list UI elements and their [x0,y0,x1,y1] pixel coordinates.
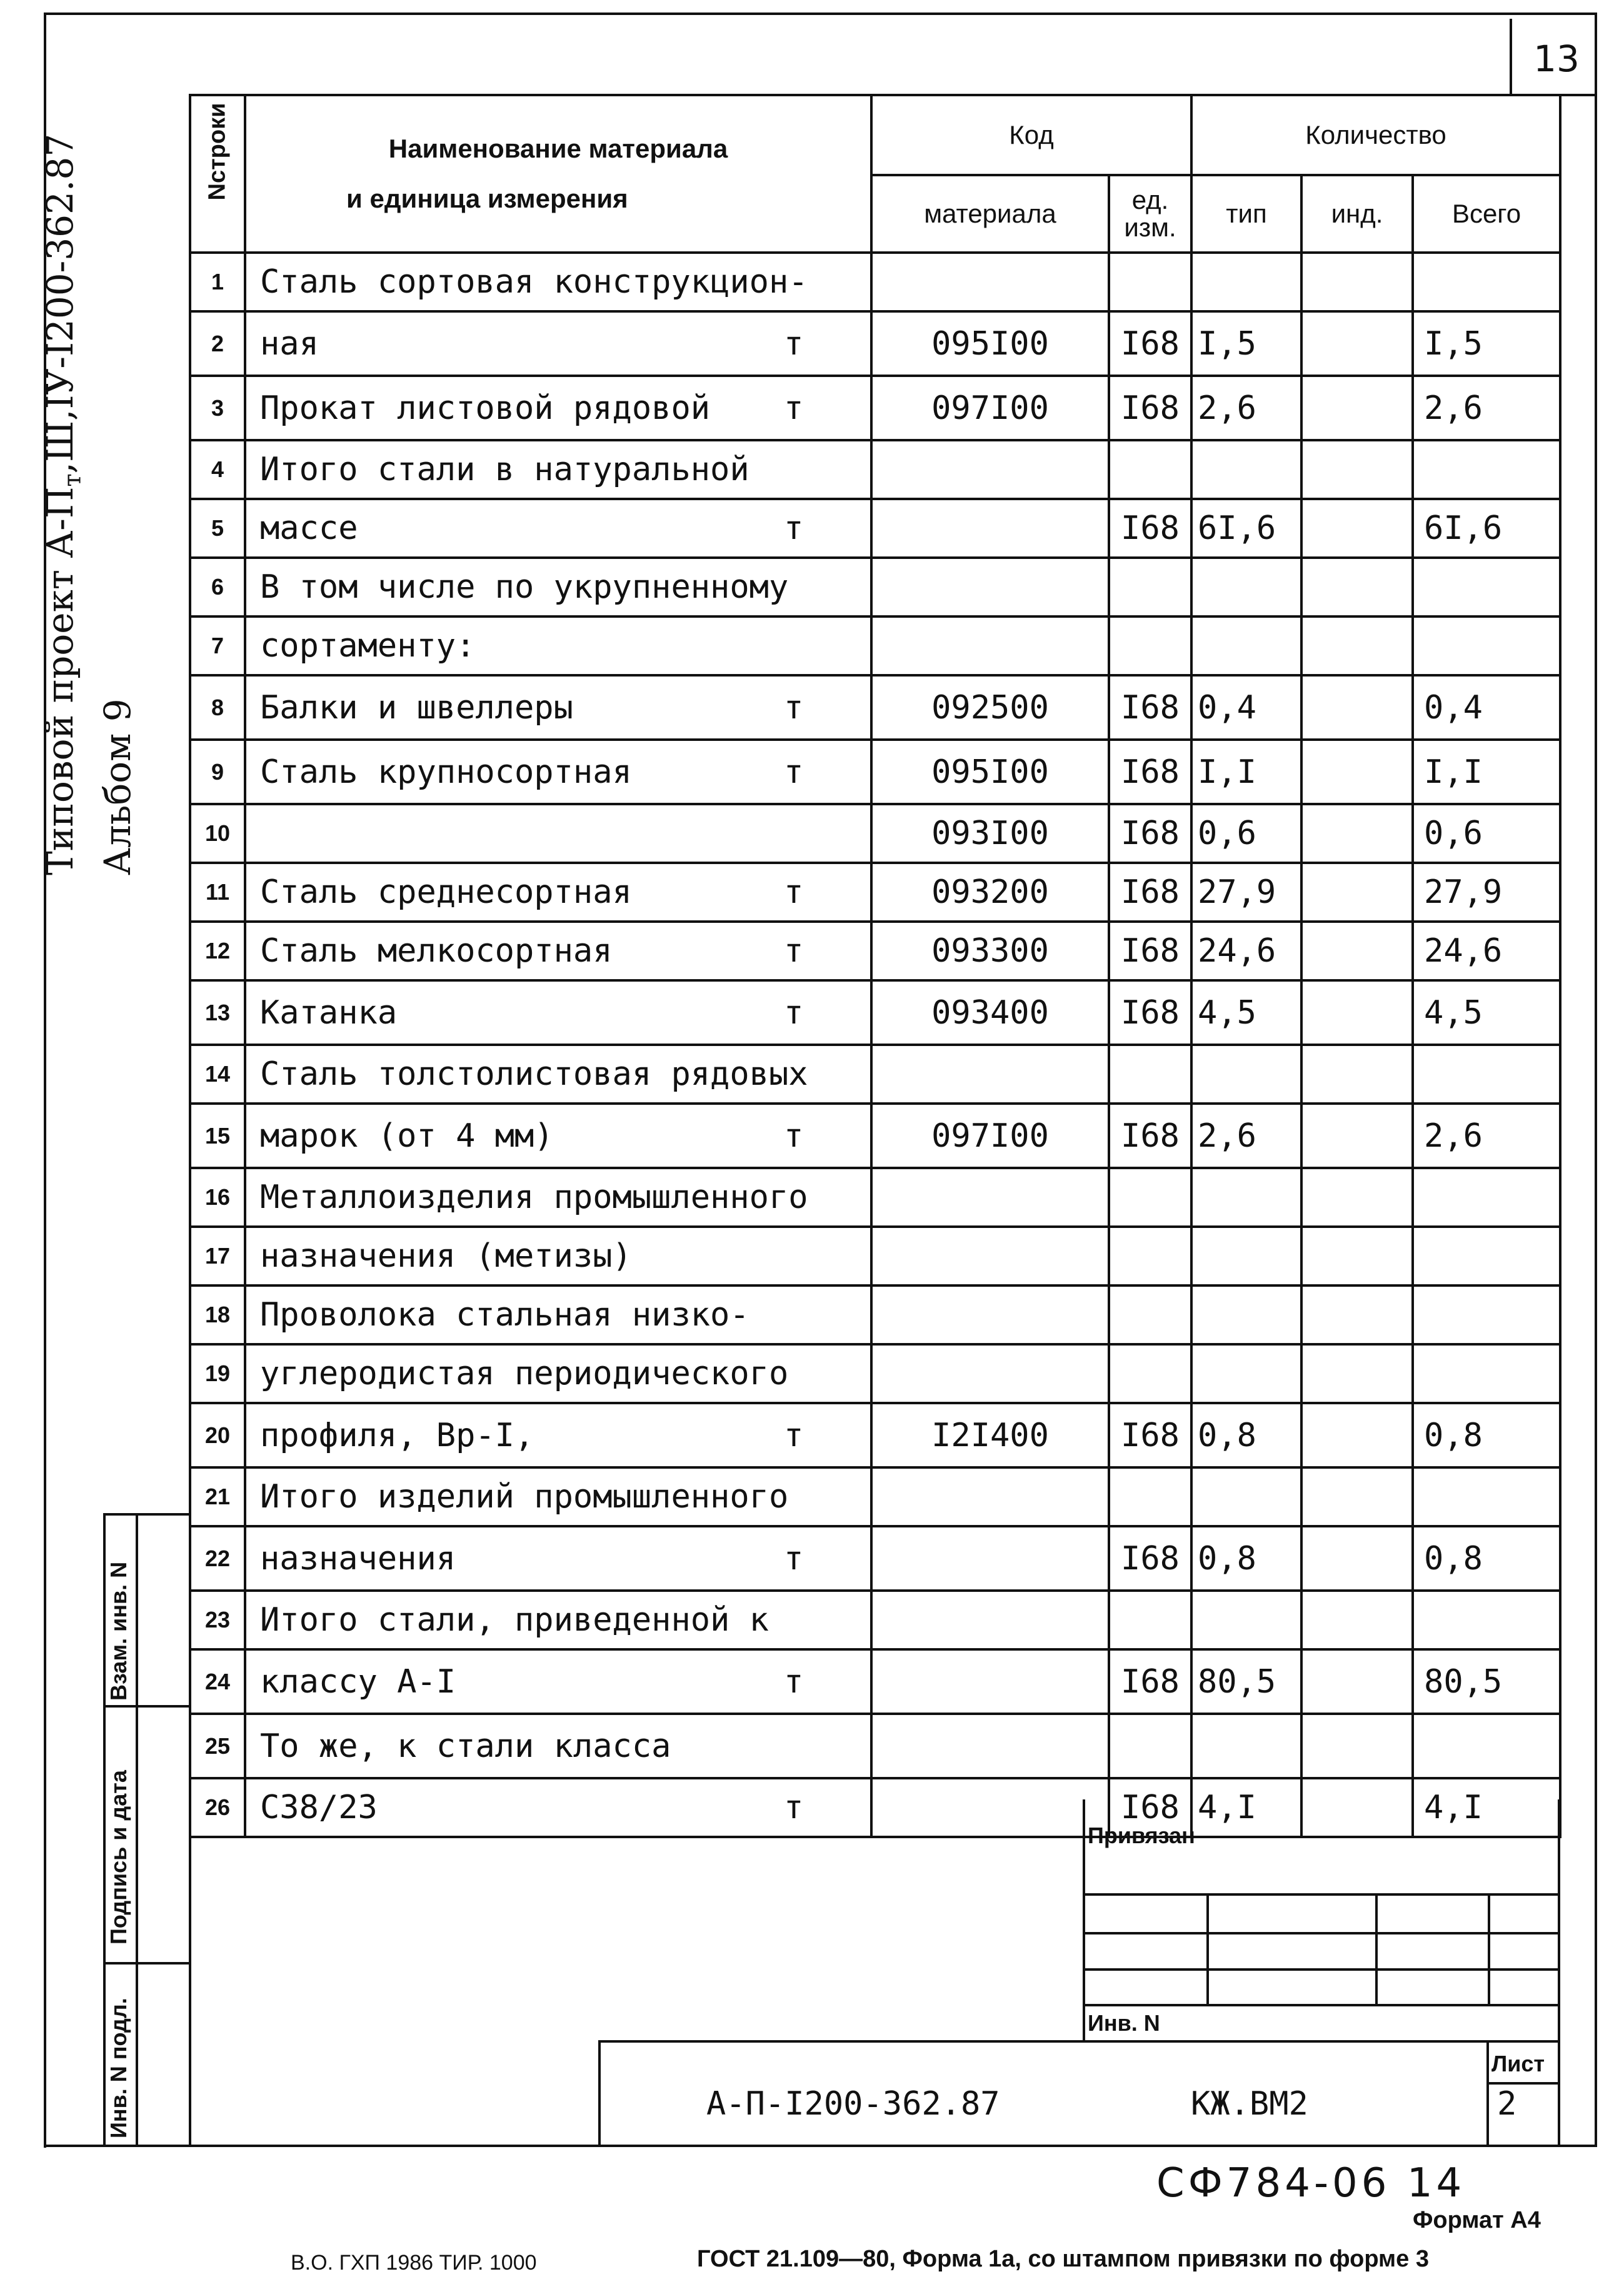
row-name [245,922,871,980]
row-name-text: Балки и швеллеры [260,688,573,727]
row-name [245,440,871,499]
row-qty-type: 0,6 [1191,804,1301,863]
sheet-col [1486,2040,1489,2145]
row-qty-total [1413,1227,1560,1285]
row-material-code [871,1591,1109,1649]
row-qty-total [1413,1714,1560,1778]
row-material-code: 093300 [871,922,1109,980]
row-name [245,863,871,922]
row-number: 13 [190,980,245,1045]
row-number: 19 [190,1344,245,1403]
row-qty-type [1191,440,1301,499]
sheet-divider [1486,2082,1559,2085]
row-qty-total [1413,1285,1560,1344]
left-stamp-divider-2 [103,1962,191,1965]
table-row [190,675,1560,740]
frame-bottom-border [44,2145,1597,2147]
row-unit-code [1109,558,1191,616]
row-unit-code: I68 [1109,1403,1191,1467]
row-qty-type: 0,8 [1191,1403,1301,1467]
row-material-code: 093200 [871,863,1109,922]
header-quantity-group: Количество [1191,95,1560,175]
row-qty-type: 27,9 [1191,863,1301,922]
table-row [190,1403,1560,1467]
table-row [190,804,1560,863]
row-material-code [871,499,1109,558]
row-material-code: 097I00 [871,1104,1109,1168]
row-unit-code: I68 [1109,675,1191,740]
table-row [190,1344,1560,1403]
row-material-code [871,1168,1109,1227]
row-name-text: Сталь толстолистовая рядовых [260,1055,808,1093]
row-qty-type [1191,1591,1301,1649]
row-qty-ind [1301,1168,1413,1227]
row-name [245,253,871,311]
row-qty-ind [1301,1467,1413,1526]
row-qty-type: 0,8 [1191,1526,1301,1591]
table-row [190,1285,1560,1344]
row-qty-ind [1301,616,1413,675]
row-number: 3 [190,376,245,440]
row-unit-code: I68 [1109,1778,1191,1837]
page-number: 13 [1533,38,1580,80]
row-name-text: Катанка [260,994,398,1032]
privyazan-col-1 [1206,1893,1209,2004]
row-unit-code: I68 [1109,1104,1191,1168]
row-qty-type: I,I [1191,740,1301,804]
row-qty-type [1191,1344,1301,1403]
left-stamp-divider [136,1513,138,2145]
row-unit-code: I68 [1109,922,1191,980]
row-unit-text: т [784,1789,804,1826]
table-row [190,1467,1560,1526]
row-unit-code: I68 [1109,499,1191,558]
label-vzam-inv: Взам. инв. N [106,1561,131,1701]
row-qty-ind [1301,1714,1413,1778]
row-unit-code [1109,440,1191,499]
row-material-code: 097I00 [871,376,1109,440]
row-name-text: Прокат листовой рядовой [260,389,711,427]
row-qty-ind [1301,558,1413,616]
row-name [245,1045,871,1104]
row-number: 17 [190,1227,245,1285]
left-stamp [103,1513,191,2148]
row-number: 14 [190,1045,245,1104]
row-material-code [871,1344,1109,1403]
row-number: 10 [190,804,245,863]
row-qty-total: 0,6 [1413,804,1560,863]
row-qty-type [1191,558,1301,616]
row-qty-total: 4,I [1413,1778,1560,1837]
header-code-material: материала [871,175,1109,253]
row-name-text: углеродистая периодического [260,1355,789,1392]
document-code: А-П-I200-362.87 [706,2085,1000,2123]
sheet-label: Лист [1491,2051,1545,2076]
row-name-text: сортаменту: [260,627,476,665]
side-title-project: Типовой проект А-П [39,486,81,875]
row-unit-text: т [784,753,804,791]
row-qty-total [1413,558,1560,616]
table-row [190,376,1560,440]
row-qty-total [1413,1045,1560,1104]
row-unit-code [1109,1227,1191,1285]
row-material-code [871,1467,1109,1526]
row-qty-ind [1301,1285,1413,1344]
row-name [245,1591,871,1649]
left-stamp-divider-1 [103,1705,191,1708]
row-unit-text: т [784,688,804,727]
row-number: 22 [190,1526,245,1591]
row-qty-ind [1301,1403,1413,1467]
row-name-text: марок (от 4 мм) [260,1117,554,1155]
row-qty-total: 2,6 [1413,1104,1560,1168]
row-qty-type: 80,5 [1191,1649,1301,1714]
row-qty-ind [1301,1227,1413,1285]
row-name-text: В том числе по укрупненному [260,568,789,606]
header-name-line1: Наименование материала [388,134,728,163]
table-row [190,922,1560,980]
row-unit-code [1109,1285,1191,1344]
table-row [190,311,1560,376]
row-number: 21 [190,1467,245,1526]
row-qty-ind [1301,499,1413,558]
row-name-text: Сталь мелкосортная [260,932,613,970]
row-number: 7 [190,616,245,675]
row-material-code: 093I00 [871,804,1109,863]
row-qty-type [1191,1467,1301,1526]
row-name-text: Итого стали, приведенной к [260,1601,769,1639]
table-row [190,558,1560,616]
header-row-number: Nстроки [190,95,245,253]
row-unit-text: т [784,994,804,1032]
row-number: 26 [190,1778,245,1837]
header-qty-ind: инд. [1301,175,1413,253]
document-mark: КЖ.ВМ2 [1191,2085,1308,2123]
row-qty-ind [1301,1104,1413,1168]
row-material-code: 093400 [871,980,1109,1045]
block-left-border [189,1799,191,2145]
privyazan-line-4 [1083,2004,1559,2006]
row-qty-type: 2,6 [1191,376,1301,440]
row-number: 6 [190,558,245,616]
row-number: 25 [190,1714,245,1778]
row-unit-code: I68 [1109,980,1191,1045]
specification-body [190,253,1560,1837]
row-unit-code [1109,1591,1191,1649]
row-unit-text: т [784,389,804,427]
row-qty-total: I,5 [1413,311,1560,376]
row-material-code [871,1714,1109,1778]
frame-right-border [1595,13,1597,2145]
label-signature-date: Подпись и дата [106,1770,131,1944]
row-unit-text: т [784,1539,804,1577]
row-qty-ind [1301,863,1413,922]
row-name-text: Металлоизделия промышленного [260,1179,808,1216]
header-name [245,95,871,253]
row-name-text: классу А-I [260,1663,456,1701]
table-row [190,253,1560,311]
header-name-line2: и единица измерения [346,184,628,213]
row-unit-code: I68 [1109,1526,1191,1591]
row-qty-total: 27,9 [1413,863,1560,922]
row-qty-total [1413,616,1560,675]
row-number: 2 [190,311,245,376]
table-row [190,1104,1560,1168]
row-unit-text: т [784,1663,804,1701]
table-row [190,1714,1560,1778]
row-material-code [871,1227,1109,1285]
row-qty-type [1191,253,1301,311]
row-material-code: I2I400 [871,1403,1109,1467]
row-name-text: Сталь среднесортная [260,873,632,911]
row-qty-ind [1301,980,1413,1045]
header-code-unit [1109,175,1191,253]
table-row [190,1591,1560,1649]
row-qty-total: 24,6 [1413,922,1560,980]
row-qty-ind [1301,440,1413,499]
row-qty-type [1191,1285,1301,1344]
row-name-text: массе [260,510,358,547]
row-qty-total: 4,5 [1413,980,1560,1045]
header-qty-type: тип [1191,175,1301,253]
row-material-code [871,1778,1109,1837]
row-qty-type: 4,I [1191,1778,1301,1837]
row-name [245,1104,871,1168]
row-qty-ind [1301,1649,1413,1714]
row-unit-text: т [784,873,804,911]
row-qty-ind [1301,1778,1413,1837]
row-name-text: назначения [260,1539,456,1577]
row-qty-type: 24,6 [1191,922,1301,980]
row-material-code [871,1045,1109,1104]
row-number: 18 [190,1285,245,1344]
row-name-text: ная [260,324,319,363]
frame-top-border [44,13,1597,15]
row-name [245,980,871,1045]
row-number: 24 [190,1649,245,1714]
row-unit-code [1109,253,1191,311]
header-code-unit-line2: изм. [1124,213,1176,242]
row-qty-ind [1301,922,1413,980]
row-qty-ind [1301,1045,1413,1104]
table-row [190,1045,1560,1104]
row-material-code [871,1285,1109,1344]
row-unit-code: I68 [1109,376,1191,440]
row-name [245,1649,871,1714]
row-qty-total: 80,5 [1413,1649,1560,1714]
row-qty-total: 6I,6 [1413,499,1560,558]
row-name [245,1344,871,1403]
row-name [245,311,871,376]
row-qty-total [1413,1168,1560,1227]
row-number: 16 [190,1168,245,1227]
row-qty-ind [1301,1526,1413,1591]
row-number: 11 [190,863,245,922]
row-material-code: 095I00 [871,311,1109,376]
table-row [190,1649,1560,1714]
privyazan-label: Привязан [1088,1823,1195,1848]
privyazan-col-3 [1488,1893,1490,2004]
row-qty-total [1413,1344,1560,1403]
row-qty-ind [1301,376,1413,440]
row-qty-type [1191,1227,1301,1285]
row-unit-text: т [784,1117,804,1155]
row-number: 8 [190,675,245,740]
handwritten-code: СФ784-06 14 [1156,2160,1466,2206]
header-qty-total: Всего [1413,175,1560,253]
row-unit-code [1109,1467,1191,1526]
sheet-number: 2 [1497,2085,1517,2123]
table-row [190,1526,1560,1591]
row-qty-total [1413,1467,1560,1526]
row-unit-code [1109,1045,1191,1104]
row-material-code [871,440,1109,499]
row-qty-type [1191,1714,1301,1778]
format-label: Формат А4 [1413,2207,1541,2233]
row-qty-total: I,I [1413,740,1560,804]
row-qty-total: 0,4 [1413,675,1560,740]
row-unit-code [1109,1344,1191,1403]
table-row [190,863,1560,922]
row-unit-code [1109,1168,1191,1227]
privyazan-col-2 [1375,1893,1378,2004]
row-number: 15 [190,1104,245,1168]
row-name-text: Итого изделий промышленного [260,1478,789,1516]
row-number: 12 [190,922,245,980]
row-unit-text: т [784,1416,804,1454]
table-row [190,616,1560,675]
footer-gost: ГОСТ 21.109—80, Форма 1а, со штампом привязки по форме 3 [697,2246,1429,2272]
row-qty-ind [1301,1591,1413,1649]
row-name-text: То же, к стали класса [260,1727,671,1765]
row-qty-ind [1301,675,1413,740]
row-name [245,1227,871,1285]
row-name [245,1778,871,1837]
stamp-top [598,2040,1559,2043]
row-name-text: назначения (метизы) [260,1237,632,1275]
row-qty-ind [1301,804,1413,863]
row-name [245,376,871,440]
row-number: 23 [190,1591,245,1649]
row-qty-type: 2,6 [1191,1104,1301,1168]
row-unit-text: т [784,324,804,363]
header-code-group: Код [871,95,1191,175]
table-row [190,440,1560,499]
row-name-text: С38/23 [260,1789,378,1826]
side-title-sub: т [58,473,86,487]
row-qty-type: 4,5 [1191,980,1301,1045]
row-unit-text: т [784,932,804,970]
specification-table [189,94,1561,1838]
row-material-code [871,558,1109,616]
row-unit-code: I68 [1109,311,1191,376]
row-unit-code: I68 [1109,863,1191,922]
row-name-text: Итого стали в натуральной [260,451,749,488]
row-unit-code [1109,1714,1191,1778]
row-name [245,1403,871,1467]
row-name [245,616,871,675]
row-qty-total [1413,253,1560,311]
row-qty-ind [1301,1344,1413,1403]
row-qty-total [1413,440,1560,499]
row-qty-type: 6I,6 [1191,499,1301,558]
row-name [245,804,871,863]
row-material-code [871,1526,1109,1591]
left-stamp-top-border [103,1513,191,1516]
row-qty-total: 2,6 [1413,376,1560,440]
row-name [245,740,871,804]
row-qty-total [1413,1591,1560,1649]
row-material-code [871,253,1109,311]
row-qty-type [1191,1045,1301,1104]
row-material-code [871,616,1109,675]
row-unit-code: I68 [1109,804,1191,863]
stamp-left [598,2040,601,2145]
row-qty-ind [1301,311,1413,376]
row-name [245,1467,871,1526]
side-title-project-rest: ,Ш,IУ-I200-362.87 [39,133,81,474]
row-name [245,558,871,616]
row-number: 9 [190,740,245,804]
row-material-code: 095I00 [871,740,1109,804]
row-name-text: Сталь сортовая конструкцион- [260,263,808,301]
row-name [245,1168,871,1227]
row-name-text: Сталь крупносортная [260,753,632,791]
row-name-text: Проволока стальная низко- [260,1296,749,1334]
footer-left: В.О. ГХП 1986 ТИР. 1000 [291,2251,537,2275]
table-row [190,980,1560,1045]
row-material-code: 092500 [871,675,1109,740]
row-name [245,1285,871,1344]
table-row [190,1168,1560,1227]
row-qty-ind [1301,253,1413,311]
table-row [190,1227,1560,1285]
block-right-border [1558,1799,1560,2145]
row-number: 1 [190,253,245,311]
header-code-unit-line1: ед. [1131,185,1169,214]
row-qty-type: 0,4 [1191,675,1301,740]
row-unit-code [1109,616,1191,675]
row-unit-code: I68 [1109,1649,1191,1714]
row-qty-total: 0,8 [1413,1526,1560,1591]
row-qty-ind [1301,740,1413,804]
row-name [245,1526,871,1591]
row-name-text: профиля, Вр-I, [260,1416,534,1454]
row-qty-type: I,5 [1191,311,1301,376]
row-material-code [871,1649,1109,1714]
inv-no-label: Инв. N [1088,2010,1160,2036]
row-unit-text: т [784,510,804,547]
table-row [190,1778,1560,1837]
side-title-album: Альбом 9 [96,698,139,875]
table-row [190,740,1560,804]
row-unit-code: I68 [1109,740,1191,804]
row-qty-type [1191,1168,1301,1227]
table-row [190,499,1560,558]
row-name [245,675,871,740]
label-inv-podl: Инв. N подл. [106,1998,131,2138]
row-name [245,499,871,558]
row-number: 5 [190,499,245,558]
side-title [38,94,138,875]
row-qty-type [1191,616,1301,675]
row-number: 20 [190,1403,245,1467]
row-qty-total: 0,8 [1413,1403,1560,1467]
row-number: 4 [190,440,245,499]
row-name [245,1714,871,1778]
